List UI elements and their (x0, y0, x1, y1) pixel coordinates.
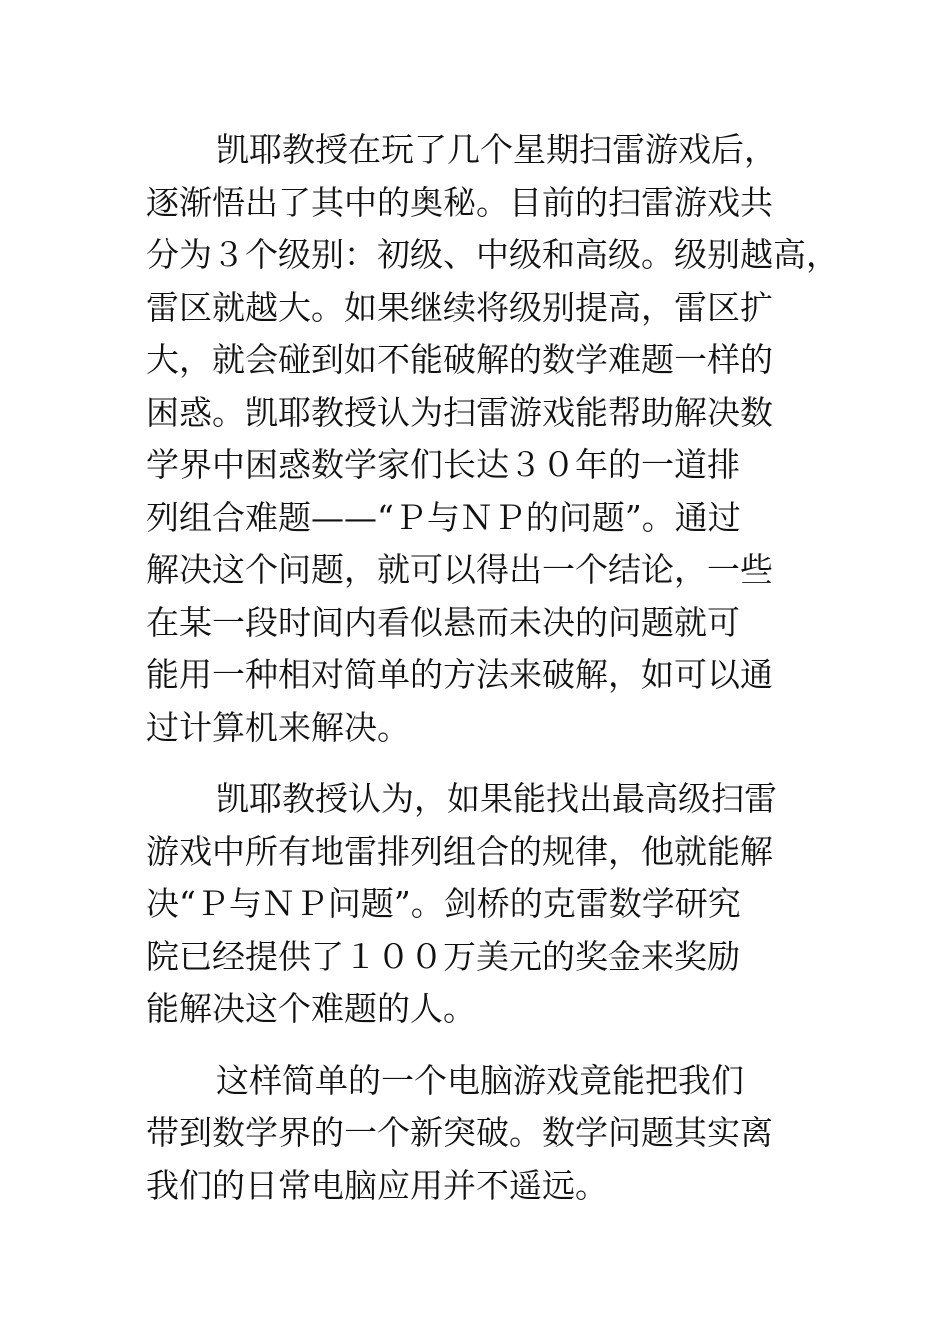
paragraph-line: 这样简单的一个电脑游戏竟能把我们 (216, 1060, 744, 1100)
paragraph-line: 能解决这个难题的人。 (146, 989, 476, 1028)
paragraph-line: 过计算机来解决。 (146, 707, 410, 747)
paragraph-line: 我们的日常电脑应用并不遥远。 (146, 1165, 608, 1205)
paragraph-line: 分为３个级别：初级、中级和高级。级别越高， (146, 235, 839, 274)
paragraph-line: 雷区就越大。如果继续将级别提高，雷区扩 (146, 287, 773, 327)
paragraph-line: 学界中困惑数学家们长达３０年的一道排 (146, 445, 740, 484)
paragraph-1 (146, 124, 846, 754)
paragraph-line: 带到数学界的一个新突破。数学问题其实离 (146, 1113, 773, 1152)
paragraph-line: 决“Ｐ与ＮＰ问题”。剑桥的克雷数学研究 (146, 884, 741, 923)
paragraph-line: 困惑。凯耶教授认为扫雷游戏能帮助解决数 (146, 392, 773, 432)
paragraph-line: 能用一种相对简单的方法来破解，如可以通 (146, 655, 773, 694)
paragraph-line: 列组合难题——“Ｐ与ＮＰ的问题”。通过 (146, 497, 741, 537)
paragraph-line: 凯耶教授在玩了几个星期扫雷游戏后， (216, 130, 777, 169)
paragraph-line: 凯耶教授认为，如果能找出最高级扫雷 (216, 779, 777, 818)
paragraph-line: 院已经提供了１００万美元的奖金来奖励 (146, 936, 740, 976)
paragraph-line: 在某一段时间内看似悬而未决的问题就可 (146, 602, 740, 642)
paragraph-3 (146, 1055, 846, 1213)
paragraph-line: 逐渐悟出了其中的奥秘。目前的扫雷游戏共 (146, 182, 773, 222)
body-text (146, 124, 846, 1212)
paragraph-line: 大，就会碰到如不能破解的数学难题一样的 (146, 340, 773, 379)
paragraph-line: 解决这个问题，就可以得出一个结论，一些 (146, 550, 773, 589)
paragraph-line: 游戏中所有地雷排列组合的规律，他就能解 (146, 831, 773, 871)
paragraph-2 (146, 773, 846, 1036)
